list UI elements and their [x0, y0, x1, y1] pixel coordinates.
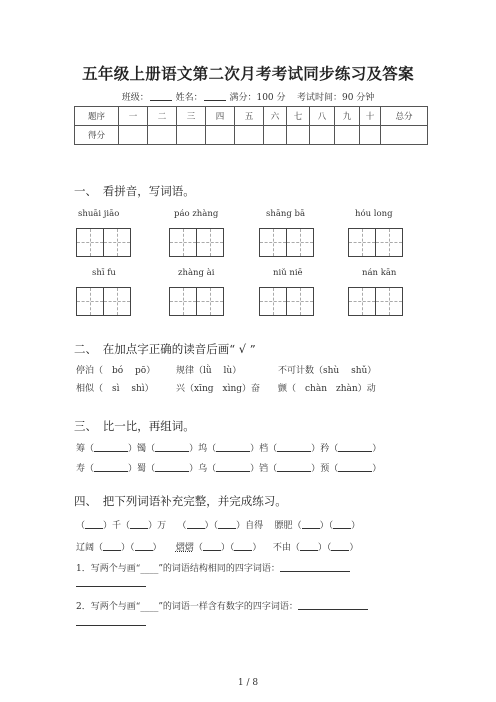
score-header-cell: 五	[235, 107, 264, 126]
score-cell[interactable]	[381, 126, 428, 145]
compare-char: 蜀	[137, 464, 147, 474]
page-number: 1 / 8	[237, 678, 259, 688]
time-label: 考试时间：90 分钟	[296, 93, 375, 103]
idiom-text: 自得	[245, 521, 264, 531]
idiom-text: 万	[157, 521, 167, 531]
pinyin-label: niǔ niē	[273, 268, 303, 278]
score-row-label: 得分	[75, 126, 119, 145]
compare-char: 坞	[198, 444, 208, 454]
compare-char: 筹	[76, 444, 86, 454]
question-1	[76, 561, 350, 574]
idiom-blank[interactable]	[300, 541, 318, 551]
score-cell[interactable]	[206, 126, 235, 145]
section1-heading: 一、 看拼音，写词语。	[74, 184, 195, 198]
score-header-cell: 七	[287, 107, 310, 126]
answer-blank[interactable]	[76, 625, 146, 626]
score-cell[interactable]	[310, 126, 335, 145]
section4-heading: 四、 把下列词语补充完整，并完成练习。	[74, 494, 287, 508]
name-blank[interactable]	[204, 91, 226, 101]
idiom-row: 辽阔（ ）（ ） 熠熠（ ）（ ） 不由（ ）（ ）	[76, 543, 359, 553]
writing-grid[interactable]	[76, 228, 131, 257]
idiom-text: 千	[112, 521, 122, 531]
exam-meta	[0, 90, 496, 103]
pinyin-label: shuāi jiāo	[78, 209, 120, 219]
writing-grid[interactable]	[259, 287, 314, 316]
idiom-blank[interactable]	[203, 541, 221, 551]
pinyin-label: hóu long	[355, 209, 393, 219]
score-label: 满分：100 分	[229, 93, 286, 103]
idiom-blank[interactable]	[333, 519, 351, 529]
answer-blank[interactable]	[298, 600, 368, 610]
reading-item[interactable]: 相似（ sì shì）	[76, 384, 154, 394]
idiom-row: （ ）千（ ）万 （ ）（ ）自得 膘肥（ ）（ ）	[76, 521, 361, 531]
score-header-cell: 八	[310, 107, 335, 126]
word-blank[interactable]	[155, 442, 189, 452]
idiom-text: 膘肥	[274, 521, 293, 531]
score-header-cell: 总分	[381, 107, 428, 126]
compare-char: 预	[320, 464, 330, 474]
writing-grid[interactable]	[259, 228, 314, 257]
compare-char: 铛	[259, 464, 269, 474]
answer-blank[interactable]	[280, 562, 350, 572]
page-title: 五年级上册语文第二次月考考试同步练习及答案	[82, 64, 414, 83]
section3-heading: 三、 比一比，再组词。	[74, 419, 195, 433]
idiom-text: 不由	[272, 543, 291, 553]
score-header-cell: 一	[119, 107, 148, 126]
class-label: 班级：	[121, 93, 149, 103]
score-header-cell: 题序	[75, 107, 119, 126]
word-blank[interactable]	[338, 462, 372, 472]
idiom-text: 熠熠	[175, 543, 194, 553]
compare-row: 筹（ ）镯（ ）坞（ ）档（ ）矜（ ）	[76, 444, 382, 454]
reading-item[interactable]: 兴（xīng xìng）奋	[176, 384, 261, 394]
idiom-blank[interactable]	[135, 541, 153, 551]
score-header-cell: 九	[335, 107, 360, 126]
idiom-blank[interactable]	[234, 541, 252, 551]
question-2	[76, 599, 368, 612]
compare-char: 乌	[198, 464, 208, 474]
reading-item[interactable]: 不可计数（shù shǔ）	[278, 366, 377, 376]
score-cell[interactable]	[287, 126, 310, 145]
question-2-text: 2．写两个与画“____”的词语一样含有数字的四字词语：	[76, 602, 298, 612]
idiom-blank[interactable]	[187, 519, 205, 529]
word-blank[interactable]	[338, 442, 372, 452]
writing-grid[interactable]	[348, 228, 403, 257]
writing-grid[interactable]	[169, 228, 224, 257]
score-header-row	[75, 107, 428, 126]
compare-char: 矜	[320, 444, 330, 454]
compare-char: 寿	[76, 464, 86, 474]
idiom-blank[interactable]	[103, 541, 121, 551]
idiom-blank[interactable]	[218, 519, 236, 529]
word-blank[interactable]	[94, 462, 128, 472]
compare-char: 镯	[137, 444, 147, 454]
reading-item[interactable]: 规律（lǜ lù）	[176, 366, 242, 376]
word-blank[interactable]	[216, 442, 250, 452]
name-label: 姓名：	[175, 93, 203, 103]
idiom-text: 辽阔	[76, 543, 95, 553]
pinyin-label: páo zhàng	[174, 209, 219, 219]
word-blank[interactable]	[277, 462, 311, 472]
word-blank[interactable]	[155, 462, 189, 472]
idiom-blank[interactable]	[302, 519, 320, 529]
writing-grid[interactable]	[76, 287, 131, 316]
score-header-cell: 二	[148, 107, 177, 126]
score-cell[interactable]	[335, 126, 360, 145]
writing-grid[interactable]	[348, 287, 403, 316]
score-cell[interactable]	[360, 126, 381, 145]
answer-blank[interactable]	[76, 586, 146, 587]
score-header-cell: 四	[206, 107, 235, 126]
question-1-text: 1．写两个与画“____”的词语结构相同的四字词语：	[76, 564, 280, 574]
score-cell[interactable]	[177, 126, 206, 145]
pinyin-label: nán kān	[362, 268, 397, 278]
writing-grid[interactable]	[169, 287, 224, 316]
word-blank[interactable]	[94, 442, 128, 452]
word-blank[interactable]	[277, 442, 311, 452]
idiom-blank[interactable]	[85, 519, 103, 529]
pinyin-label: shāng bā	[266, 209, 306, 219]
score-row	[75, 126, 428, 145]
compare-row: 寿（ ）蜀（ ）乌（ ）铛（ ）预（ ）	[76, 464, 382, 474]
score-cell[interactable]	[264, 126, 287, 145]
pinyin-label: zhàng ài	[178, 268, 215, 278]
idiom-blank[interactable]	[331, 541, 349, 551]
score-header-cell: 三	[177, 107, 206, 126]
reading-item[interactable]: 停泊（ bó pō）	[76, 366, 156, 376]
compare-char: 档	[259, 444, 269, 454]
score-cell[interactable]	[119, 126, 148, 145]
word-blank[interactable]	[216, 462, 250, 472]
idiom-blank[interactable]	[130, 519, 148, 529]
score-header-cell: 十	[360, 107, 381, 126]
class-blank[interactable]	[150, 91, 172, 101]
section2-heading: 二、 在加点字正确的读音后画“ √ ”	[74, 342, 256, 356]
score-cell[interactable]	[235, 126, 264, 145]
score-table	[74, 106, 428, 145]
score-header-cell: 六	[264, 107, 287, 126]
score-cell[interactable]	[148, 126, 177, 145]
reading-item[interactable]: 颤（ chàn zhàn）动	[278, 384, 376, 394]
pinyin-label: shī fu	[92, 268, 116, 278]
